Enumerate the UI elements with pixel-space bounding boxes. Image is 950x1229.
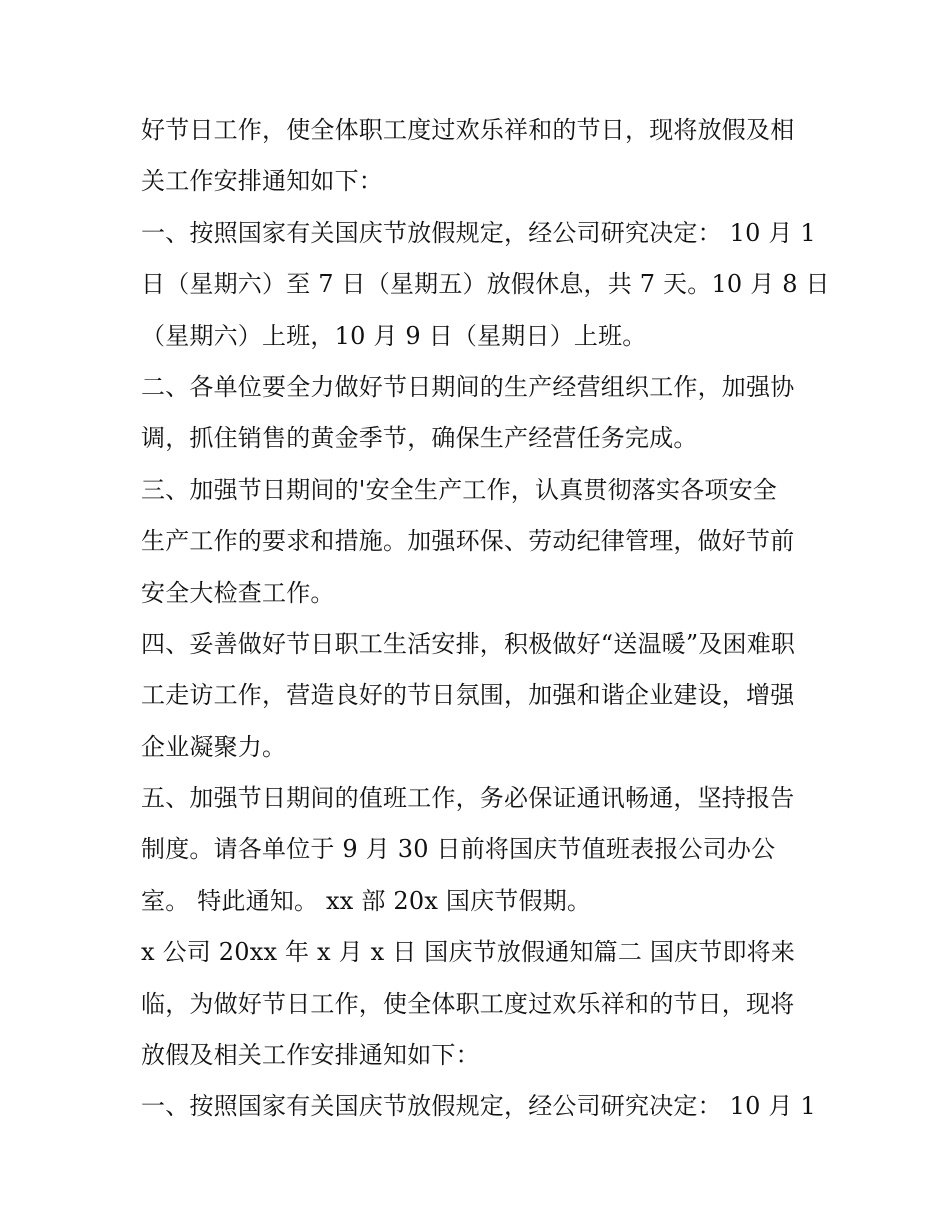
text-line: 企业凝聚力。: [141, 732, 287, 761]
text-line: 好节日工作，使全体职工度过欢乐祥和的节日，现将放假及相: [141, 116, 795, 144]
text-line: x 公司 20xx 年 x 月 x 日 国庆节放假通知篇二 国庆节即将来: [141, 938, 796, 967]
text-line: 临，为做好节日工作，使全体职工度过欢乐祥和的节日，现将: [141, 989, 795, 1018]
text-line: 调，抓住销售的黄金季节，确保生产经营任务完成。: [141, 424, 698, 453]
text-line: 制度。请各单位于 9 月 30 日前将国庆节值班表报公司办公: [141, 835, 776, 864]
text-line: 日（星期六）至 7 日（星期五）放假休息，共 7 天。10 月 8 日: [141, 270, 830, 299]
text-line: 生产工作的要求和措施。加强环保、劳动纪律管理，做好节前: [141, 527, 795, 556]
text-line: 一、按照国家有关国庆节放假规定，经公司研究决定： 10 月 1: [141, 218, 816, 247]
text-line: 安全大检查工作。: [141, 578, 335, 607]
text-line: 四、妥善做好节日职工生活安排，积极做好“送温暖”及困难职: [141, 629, 796, 658]
text-line: 三、加强节日期间的'安全生产工作，认真贯彻落实各项安全: [141, 475, 777, 504]
text-line: 室。 特此通知。 xx 部 20x 国庆节假期。: [141, 886, 592, 915]
text-line: 二、各单位要全力做好节日期间的生产经营组织工作，加强协: [141, 372, 795, 401]
text-line: 放假及相关工作安排通知如下：: [141, 1041, 480, 1070]
text-line: 关工作安排通知如下：: [141, 167, 383, 196]
text-line: （星期六）上班，10 月 9 日（星期日）上班。: [141, 321, 647, 350]
document-body: [141, 108, 830, 1136]
text-line: 一、按照国家有关国庆节放假规定，经公司研究决定： 10 月 1: [141, 1092, 816, 1121]
text-line: 工走访工作，营造良好的节日氛围，加强和谐企业建设，增强: [141, 681, 795, 710]
text-line: 五、加强节日期间的值班工作，务必保证通讯畅通，坚持报告: [141, 784, 795, 813]
